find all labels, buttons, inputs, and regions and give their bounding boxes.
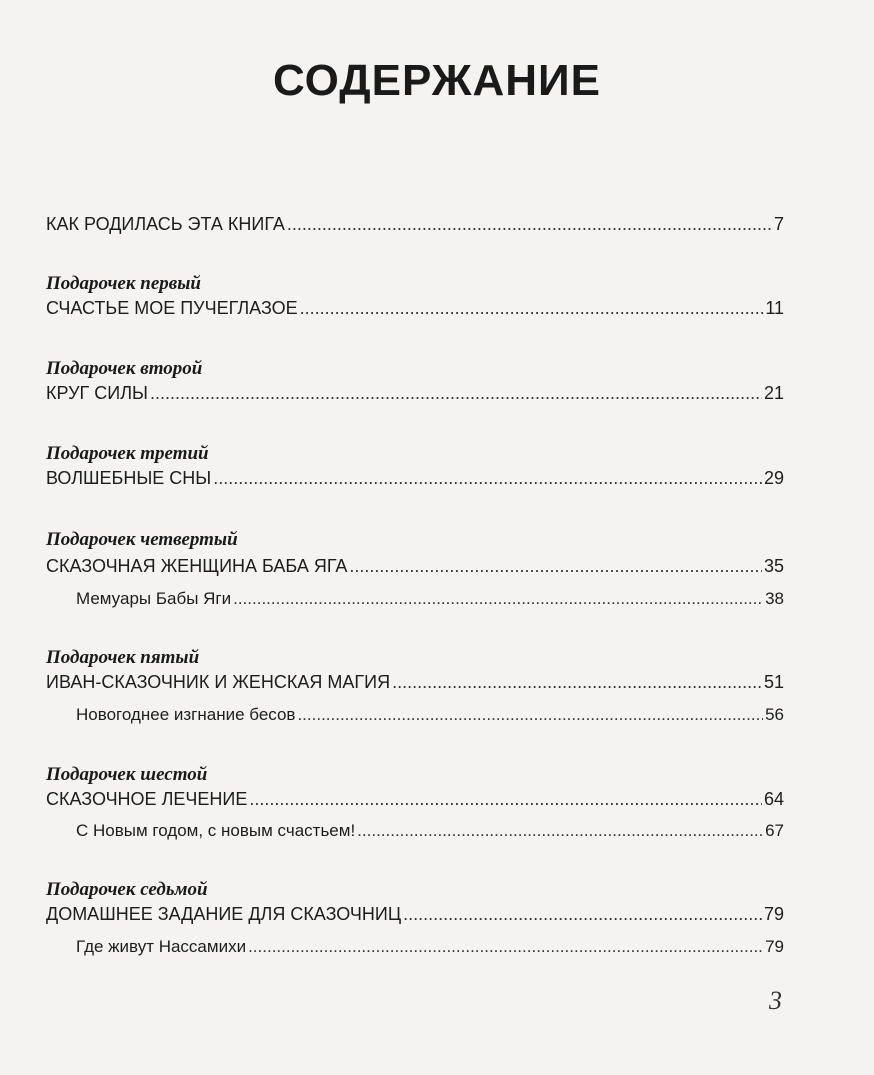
toc-subentry [76,937,784,957]
leader-dots [150,383,762,404]
toc-entry-page: 51 [763,672,784,692]
leader-dots [349,556,762,577]
toc-entry-title: КРУГ СИЛЫ [46,383,148,403]
toc-entry [46,672,784,693]
toc-entry-page: 29 [763,468,784,488]
toc-entry-page: 21 [763,383,784,403]
toc-entry-title: ДОМАШНЕЕ ЗАДАНИЕ ДЛЯ СКАЗОЧНИЦ [46,904,402,924]
toc-entry-page: 79 [765,937,784,956]
leader-dots [357,821,763,841]
toc-entry-title: Мемуары Бабы Яги [76,589,232,608]
leader-dots [249,789,762,810]
leader-dots [297,705,763,725]
toc-entry-page: 67 [765,821,784,840]
toc-entry [46,214,784,235]
section-label: Подарочек седьмой [46,879,208,900]
toc-entry-title: КАК РОДИЛАСЬ ЭТА КНИГА [46,214,285,234]
section-label: Подарочек третий [46,443,209,464]
toc-entry-title: СЧАСТЬЕ МОЕ ПУЧЕГЛАЗОЕ [46,298,298,318]
toc-entry-title: Новогоднее изгнание бесов [76,705,296,724]
toc-subentry [76,705,784,725]
page-title: СОДЕРЖАНИЕ [272,56,602,105]
toc-entry [46,383,784,404]
toc-entry-title: Где живут Нассамихи [76,937,247,956]
section-label: Подарочек шестой [46,764,208,785]
leader-dots [248,937,763,957]
leader-dots [213,468,762,489]
toc-subentry [76,821,784,841]
toc-entry-title: ИВАН-СКАЗОЧНИК И ЖЕНСКАЯ МАГИЯ [46,672,391,692]
toc-entry [46,468,784,489]
section-label: Подарочек первый [46,273,201,294]
toc-entry-title: СКАЗОЧНОЕ ЛЕЧЕНИЕ [46,789,248,809]
toc-entry-title: С Новым годом, с новым счастьем! [76,821,356,840]
toc-entry-page: 7 [773,214,784,234]
toc-entry-page: 64 [763,789,784,809]
leader-dots [287,214,772,235]
toc-entry-title: ВОЛШЕБНЫЕ СНЫ [46,468,212,488]
toc-entry-title: СКАЗОЧНАЯ ЖЕНЩИНА БАБА ЯГА [46,556,348,576]
toc-entry [46,556,784,577]
section-label: Подарочек четвертый [46,529,238,550]
toc-entry-page: 79 [763,904,784,924]
toc-entry [46,298,784,319]
toc-entry-page: 38 [765,589,784,608]
section-label: Подарочек пятый [46,647,200,668]
leader-dots [300,298,764,319]
leader-dots [233,589,763,609]
toc-subentry [76,589,784,609]
section-label: Подарочек второй [46,358,203,379]
page-number: 3 [769,986,782,1015]
leader-dots [392,672,762,693]
toc-entry-page: 56 [765,705,784,724]
toc-entry [46,789,784,810]
toc-entry-page: 11 [765,298,784,318]
toc-entry-page: 35 [763,556,784,576]
toc-entry [46,904,784,925]
leader-dots [403,904,762,925]
